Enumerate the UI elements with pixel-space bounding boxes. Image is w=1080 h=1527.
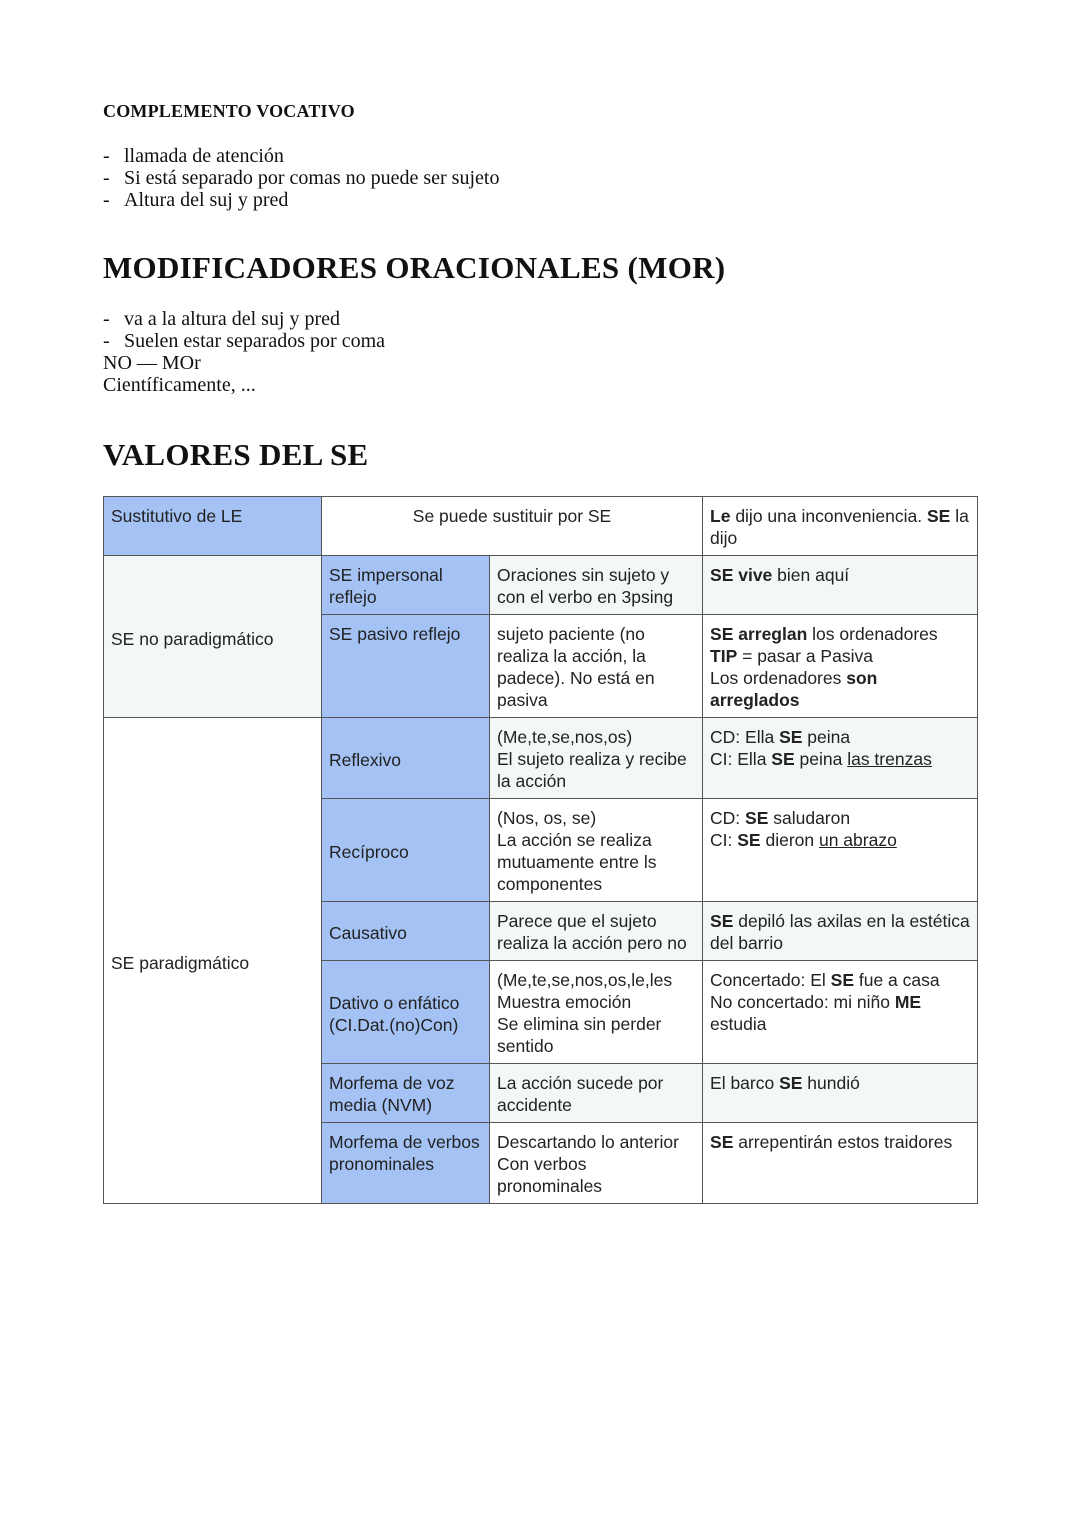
se-type: Morfema de voz media (NVM) — [322, 1064, 490, 1123]
se-example: SE vive bien aquí — [703, 556, 978, 615]
list-item: - Si está separado por comas no puede ser sujeto — [103, 167, 500, 189]
se-description: La acción sucede por accidente — [490, 1064, 703, 1123]
mor-note: Científicamente, ... — [103, 374, 256, 396]
mor-note: NO — MOr — [103, 352, 201, 374]
list-item: - va a la altura del suj y pred — [103, 308, 341, 330]
row-description: Se puede sustituir por SE — [322, 497, 703, 556]
se-example: El barco SE hundió — [703, 1064, 978, 1123]
se-type: SE pasivo reflejo — [322, 615, 490, 718]
valores-se-table — [103, 496, 978, 1204]
vocativo-heading: COMPLEMENTO VOCATIVO — [103, 101, 355, 121]
se-example: CD: SE saludaron CI: SE dieron un abrazo — [703, 799, 978, 902]
se-example: SE arrepentirán estos traidores — [703, 1123, 978, 1204]
se-example: CD: Ella SE peina CI: Ella SE peina las trenzas — [703, 718, 978, 799]
list-item: - Suelen estar separados por coma — [103, 330, 386, 352]
table-row — [104, 497, 978, 556]
se-type: SE impersonal reflejo — [322, 556, 490, 615]
se-example: Concertado: El SE fue a casa No concertado: mi niño ME estudia — [703, 961, 978, 1064]
group-label: SE no paradigmático — [104, 556, 322, 718]
se-description: Descartando lo anterior Con verbos pronominales — [490, 1123, 703, 1204]
se-description: (Me,te,se,nos,os) El sujeto realiza y recibe la acción — [490, 718, 703, 799]
row-label: Sustitutivo de LE — [104, 497, 322, 556]
se-type: Reflexivo — [322, 718, 490, 799]
se-type: Dativo o enfático (CI.Dat.(no)Con) — [322, 961, 490, 1064]
list-item: - llamada de atención — [103, 145, 284, 167]
se-example: SE depiló las axilas en la estética del barrio — [703, 902, 978, 961]
list-item: - Altura del suj y pred — [103, 189, 289, 211]
mor-heading: MODIFICADORES ORACIONALES (MOR) — [103, 250, 726, 285]
se-type: Recíproco — [322, 799, 490, 902]
table-row — [104, 718, 978, 799]
se-type: Morfema de verbos pronominales — [322, 1123, 490, 1204]
row-example: Le dijo una inconveniencia. SE la dijo — [703, 497, 978, 556]
se-description: sujeto paciente (no realiza la acción, la padece). No está en pasiva — [490, 615, 703, 718]
mor-notes — [103, 352, 256, 396]
se-description: Parece que el sujeto realiza la acción pero no — [490, 902, 703, 961]
se-type: Causativo — [322, 902, 490, 961]
vocativo-list — [103, 145, 499, 211]
valores-heading: VALORES DEL SE — [103, 437, 369, 472]
se-description: Oraciones sin sujeto y con el verbo en 3psing — [490, 556, 703, 615]
se-description: (Nos, os, se) La acción se realiza mutuamente entre ls componentes — [490, 799, 703, 902]
mor-list — [103, 308, 385, 352]
se-description: (Me,te,se,nos,os,le,les Muestra emoción Se elimina sin perder sentido — [490, 961, 703, 1064]
se-example: SE arreglan los ordenadores TIP = pasar a Pasiva Los ordenadores son arreglados — [703, 615, 978, 718]
table-row — [104, 556, 978, 615]
group-label: SE paradigmático — [104, 718, 322, 1204]
